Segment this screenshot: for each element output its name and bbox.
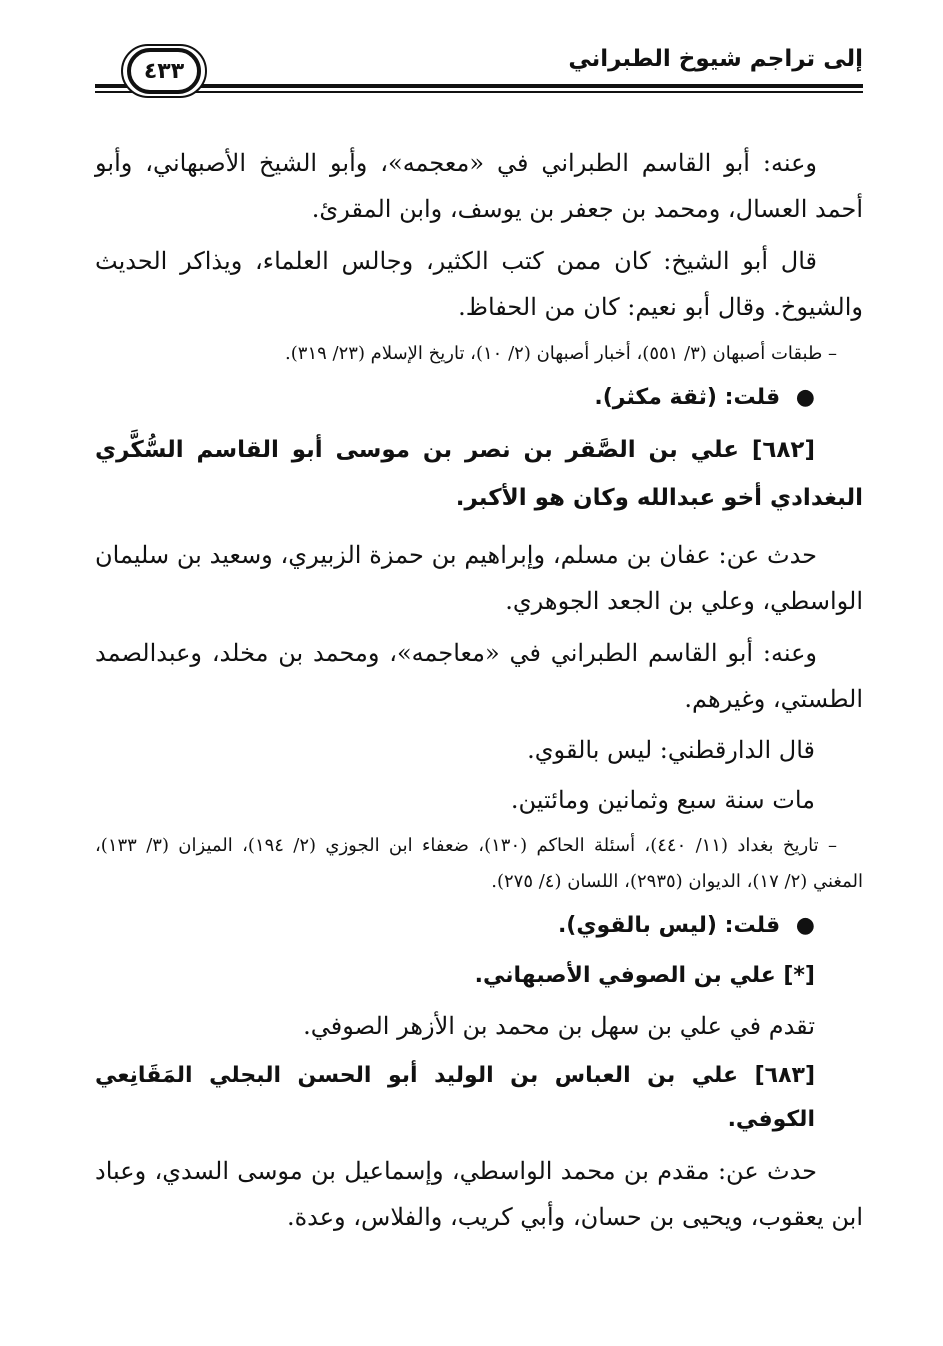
paragraph-narrators-from: وعنه: أبو القاسم الطبراني في «معاجمه»، ومحمد بن مخلد، وعبدالصمد الطستي، وغيرهم. [95, 639, 863, 713]
paragraph-daraqutni-quote: قال الدارقطني: ليس بالقوي. [527, 736, 815, 764]
page-header [95, 40, 863, 102]
header-rule-thin [95, 91, 863, 93]
verdict-line [95, 904, 863, 948]
entry-heading-cross-ref: [*] علي بن الصوفي الأصبهاني. [474, 963, 815, 988]
verdict-line [95, 376, 863, 420]
paragraph-death-year: مات سنة سبع وثمانين ومائتين. [510, 786, 815, 814]
verdict-text: قلت: (ثقة مكثر). [594, 385, 781, 410]
running-title: إلى تراجم شيوخ الطبراني [568, 46, 863, 72]
paragraph-narrated-from: حدث عن: عفان بن مسلم، وإبراهيم بن حمزة الزبيري، وسعيد بن سليمان الواسطي، وعلي بن الجعد الجوهري. [95, 541, 863, 615]
page-number: ٤٣٣ [127, 48, 201, 94]
paragraph-narrators-from: وعنه: أبو القاسم الطبراني في «معجمه»، وأبو الشيخ الأصبهاني، وأبو أحمد العسال، ومحمد بن جعفر بن يوسف، وابن المقرئ. [95, 149, 863, 223]
sources-line: – طبقات أصبهان (٣/ ٥٥١)، أخبار أصبهان (٢/ ١٠)، تاريخ الإسلام (٢٣/ ٣١٩). [285, 343, 837, 364]
header-rule-thick [95, 84, 863, 88]
page-body [95, 140, 863, 1246]
paragraph-cross-reference: تقدم في علي بن سهل بن محمد بن الأزهر الصوفي. [303, 1012, 815, 1040]
bullet-icon: ● [795, 913, 815, 938]
paragraph-abu-al-shaykh-quote: قال أبو الشيخ: كان ممن كتب الكثير، وجالس العلماء، ويذاكر الحديث والشيوخ. وقال أبو نعيم: كان من الحفاظ. [95, 247, 863, 321]
paragraph-narrated-from: حدث عن: مقدم بن محمد الواسطي، وإسماعيل بن موسى السدي، وعباد ابن يعقوب، ويحيى بن حسان، وأبي كريب، والفلاس، وعدة. [95, 1157, 863, 1231]
bullet-icon: ● [795, 385, 815, 410]
entry-heading-683: [٦٨٣] علي بن العباس بن الوليد أبو الحسن البجلي المَقَانِعي الكوفي. [95, 1063, 815, 1132]
sources-line: – تاريخ بغداد (١١/ ٤٤٠)، أسئلة الحاكم (١٣٠)، ضعفاء ابن الجوزي (٢/ ١٩٤)، الميزان (٣/ ١٣٣)، المغني (٢/ ١٧)، الديوان (٢٩٣٥)، اللسان (٤/ ٢٧٥). [95, 835, 863, 892]
verdict-text: قلت: (ليس بالقوي). [557, 913, 781, 938]
entry-heading-682: [٦٨٢] علي بن الصَّقر بن نصر بن موسى أبو القاسم السُّكَّري البغدادي أخو عبدالله وكان هو الأكبر. [95, 437, 863, 511]
